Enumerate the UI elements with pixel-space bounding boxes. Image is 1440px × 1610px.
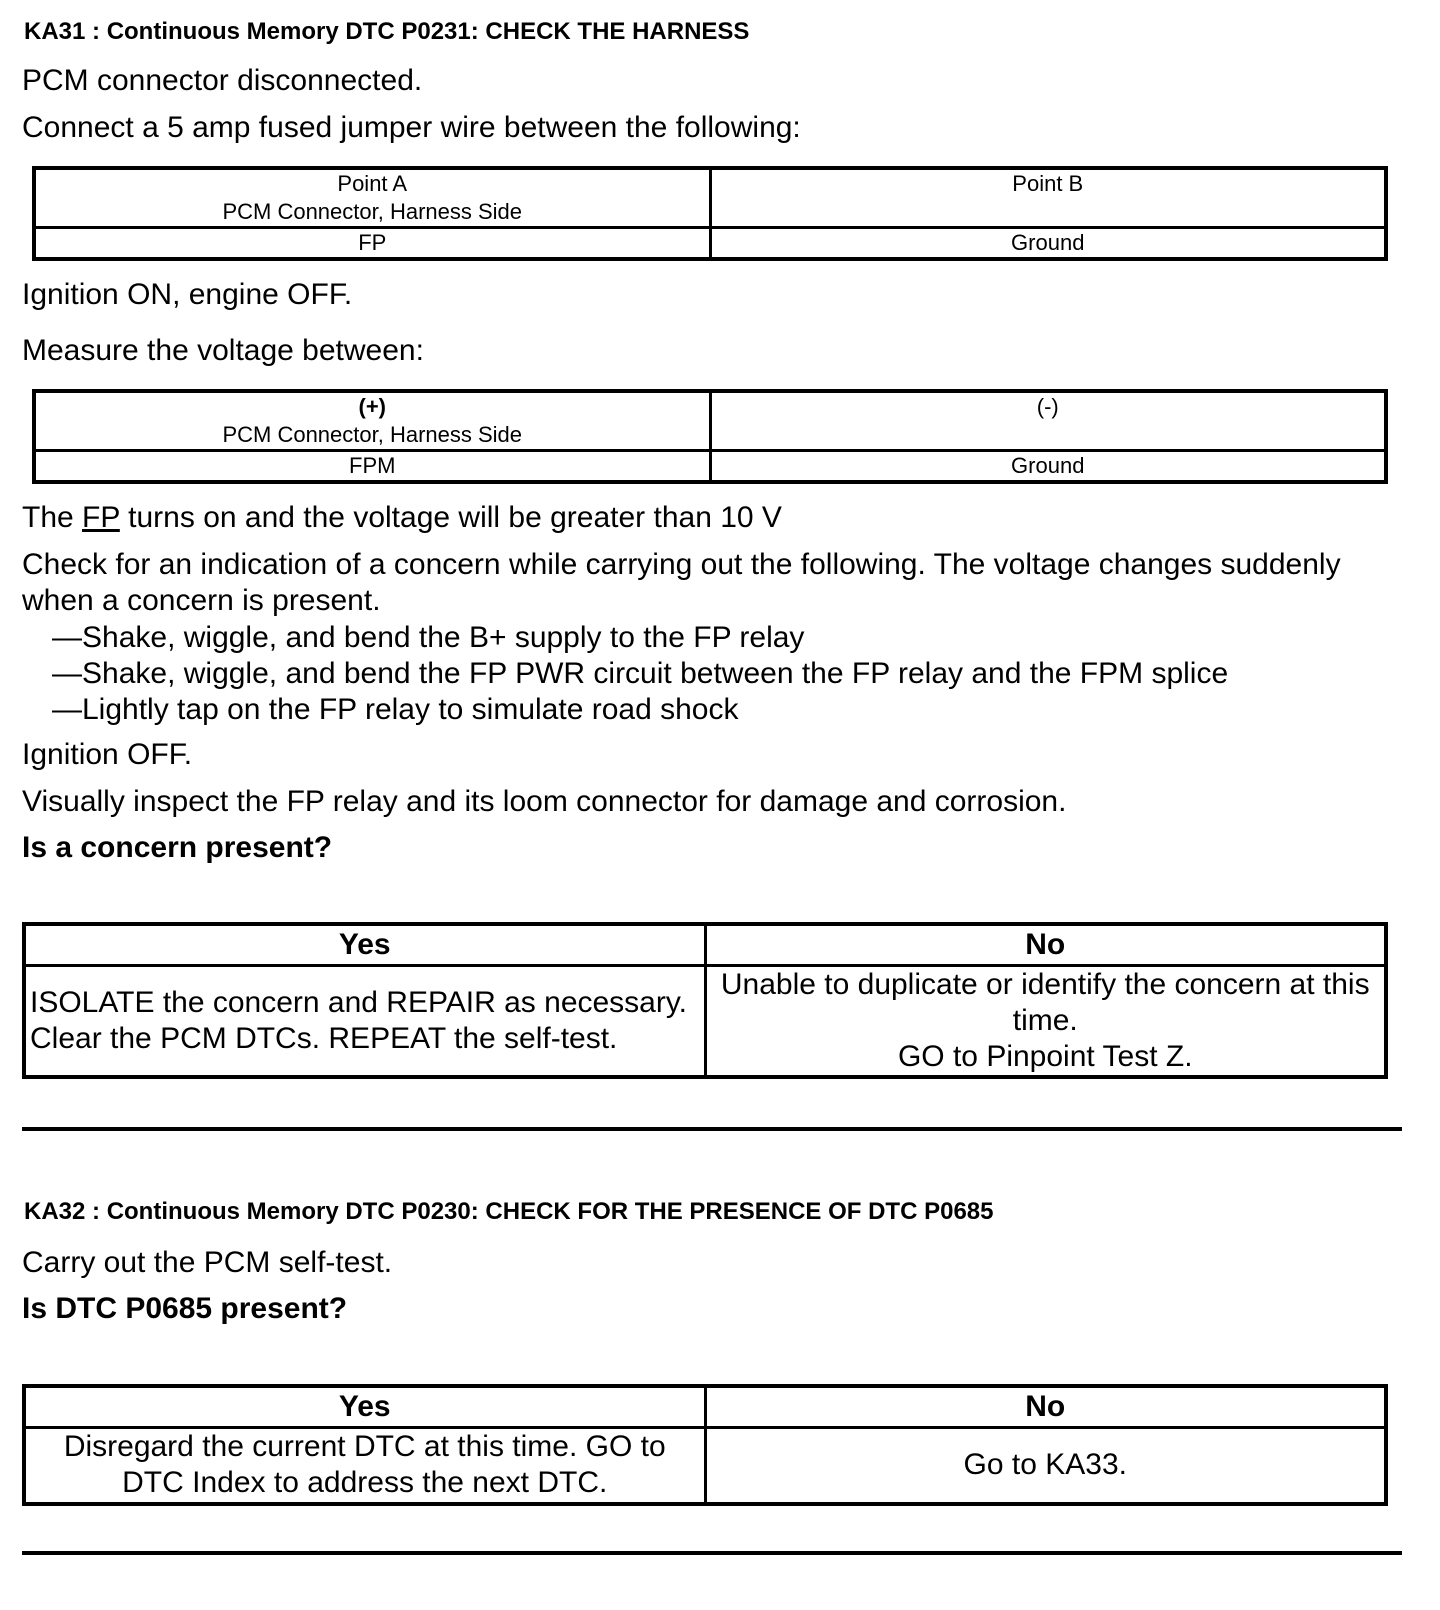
ka31-expected-result [22, 500, 782, 536]
ka31-instruction-ignition-off: Ignition OFF. [22, 738, 193, 771]
table-header-row [34, 391, 1386, 451]
ka32-step-title: KA32 : Continuous Memory DTC P0230: CHECK FOR THE PRESENCE OF DTC P0685 [24, 1198, 994, 1225]
no-action-line: Unable to duplicate or identify the concern at this time. [720, 968, 1370, 1037]
ka31-check-instruction: Check for an indication of a concern while carrying out the following. The voltage changes suddenly when a concern is present. [22, 548, 1341, 617]
expected-result-suffix: turns on and the voltage will be greater than 10 V [119, 501, 782, 534]
point-a-label: Point A [337, 171, 408, 196]
positive-sublabel: PCM Connector, Harness Side [222, 422, 523, 447]
point-b-value: Ground [710, 228, 1386, 260]
ka31-instruction-measure: Measure the voltage between: [22, 334, 424, 367]
ka31-question: Is a concern present? [22, 831, 333, 864]
no-action [705, 966, 1386, 1078]
jumper-connection-table [32, 166, 1388, 261]
point-b-header [710, 168, 1386, 228]
positive-value: FPM [34, 451, 710, 483]
negative-label: (-) [1036, 394, 1059, 419]
ka32-instruction-self-test: Carry out the PCM self-test. [22, 1246, 393, 1279]
point-b-label: Point B [1012, 171, 1084, 196]
table-header-row [24, 924, 1386, 966]
section-divider [22, 1127, 1402, 1131]
voltage-measurement-table [32, 389, 1388, 484]
positive-label: (+) [358, 394, 386, 419]
table-header-row [34, 168, 1386, 228]
ka31-instruction-ignition-on: Ignition ON, engine OFF. [22, 278, 353, 311]
fp-link[interactable]: FP [82, 501, 120, 534]
negative-header [710, 391, 1386, 451]
table-row [24, 966, 1386, 1078]
table-row [34, 228, 1386, 260]
yes-action-line: ISOLATE the concern and REPAIR as necessary. [30, 986, 687, 1019]
yes-header: Yes [24, 1386, 705, 1428]
ka31-step-title: KA31 : Continuous Memory DTC P0231: CHECK THE HARNESS [24, 18, 750, 45]
no-header: No [705, 1386, 1386, 1428]
point-a-sublabel: PCM Connector, Harness Side [222, 199, 523, 224]
negative-value: Ground [710, 451, 1386, 483]
table-row [24, 1428, 1386, 1504]
yes-header: Yes [24, 924, 705, 966]
list-item: —Shake, wiggle, and bend the FP PWR circuit between the FP relay and the FPM splice [52, 657, 1229, 690]
ka32-question: Is DTC P0685 present? [22, 1292, 348, 1325]
list-item: —Lightly tap on the FP relay to simulate road shock [52, 693, 739, 726]
ka31-instruction-inspect: Visually inspect the FP relay and its loom connector for damage and corrosion. [22, 785, 1067, 818]
ka32-answer-table [22, 1384, 1388, 1506]
positive-header [34, 391, 710, 451]
yes-action [24, 966, 705, 1078]
point-a-header [34, 168, 710, 228]
point-a-value: FP [34, 228, 710, 260]
no-header: No [705, 924, 1386, 966]
table-row [34, 451, 1386, 483]
table-header-row [24, 1386, 1386, 1428]
list-item: —Shake, wiggle, and bend the B+ supply to the FP relay [52, 621, 805, 654]
go-to-ka33-link[interactable]: Go to KA33. [705, 1428, 1386, 1504]
yes-action-line: Clear the PCM DTCs. REPEAT the self-test. [30, 1022, 618, 1055]
expected-result-prefix: The [22, 501, 83, 534]
pinpoint-test-link[interactable]: GO to Pinpoint Test Z. [897, 1040, 1193, 1073]
section-divider [22, 1551, 1402, 1555]
yes-action: Disregard the current DTC at this time. GO to DTC Index to address the next DTC. [24, 1428, 705, 1504]
ka31-instruction-jumper: Connect a 5 amp fused jumper wire between the following: [22, 111, 801, 144]
ka31-answer-table [22, 922, 1388, 1079]
ka31-instruction-connector: PCM connector disconnected. [22, 64, 423, 97]
